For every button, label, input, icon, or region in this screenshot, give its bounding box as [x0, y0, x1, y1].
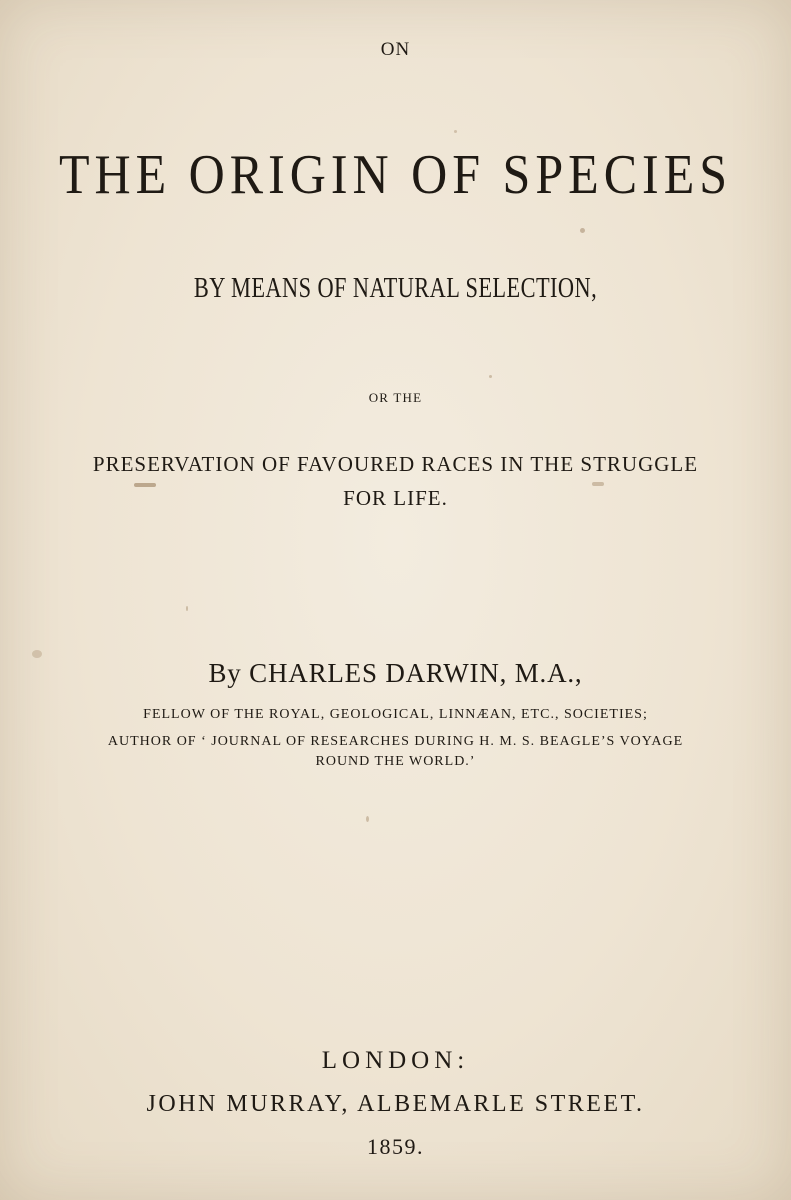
paper-speck	[489, 375, 492, 378]
connector-or-the: OR THE	[368, 390, 423, 405]
paper-speck	[580, 228, 585, 233]
paper-speck	[134, 483, 156, 487]
author-line: By CHARLES DARWIN, M.A.,	[208, 658, 583, 688]
paper-speck	[454, 130, 457, 133]
imprint-publisher: JOHN MURRAY, ALBEMARLE STREET.	[146, 1091, 645, 1117]
author-works-line-2: ROUND THE WORLD.’	[315, 754, 476, 769]
alt-title-line-1: PRESERVATION OF FAVOURED RACES IN THE STRUGGLE	[92, 452, 699, 476]
paper-speck	[592, 482, 604, 486]
imprint-year: 1859.	[367, 1134, 424, 1159]
alt-title-line-2: FOR LIFE.	[343, 486, 448, 510]
book-title: THE ORIGIN OF SPECIES	[58, 142, 733, 206]
book-subtitle: BY MEANS OF NATURAL SELECTION,	[193, 271, 598, 304]
paper-speck	[186, 606, 188, 611]
heading-on: ON	[380, 39, 411, 60]
paper-speck	[32, 650, 42, 658]
imprint-city: LONDON:	[321, 1047, 470, 1074]
paper-speck	[366, 816, 369, 822]
author-credentials: FELLOW OF THE ROYAL, GEOLOGICAL, LINNÆAN, ETC., SOCIETIES;	[143, 707, 648, 722]
author-works-line-1: AUTHOR OF ‘ JOURNAL OF RESEARCHES DURING H. M. S. BEAGLE’S VOYAGE	[107, 734, 684, 749]
